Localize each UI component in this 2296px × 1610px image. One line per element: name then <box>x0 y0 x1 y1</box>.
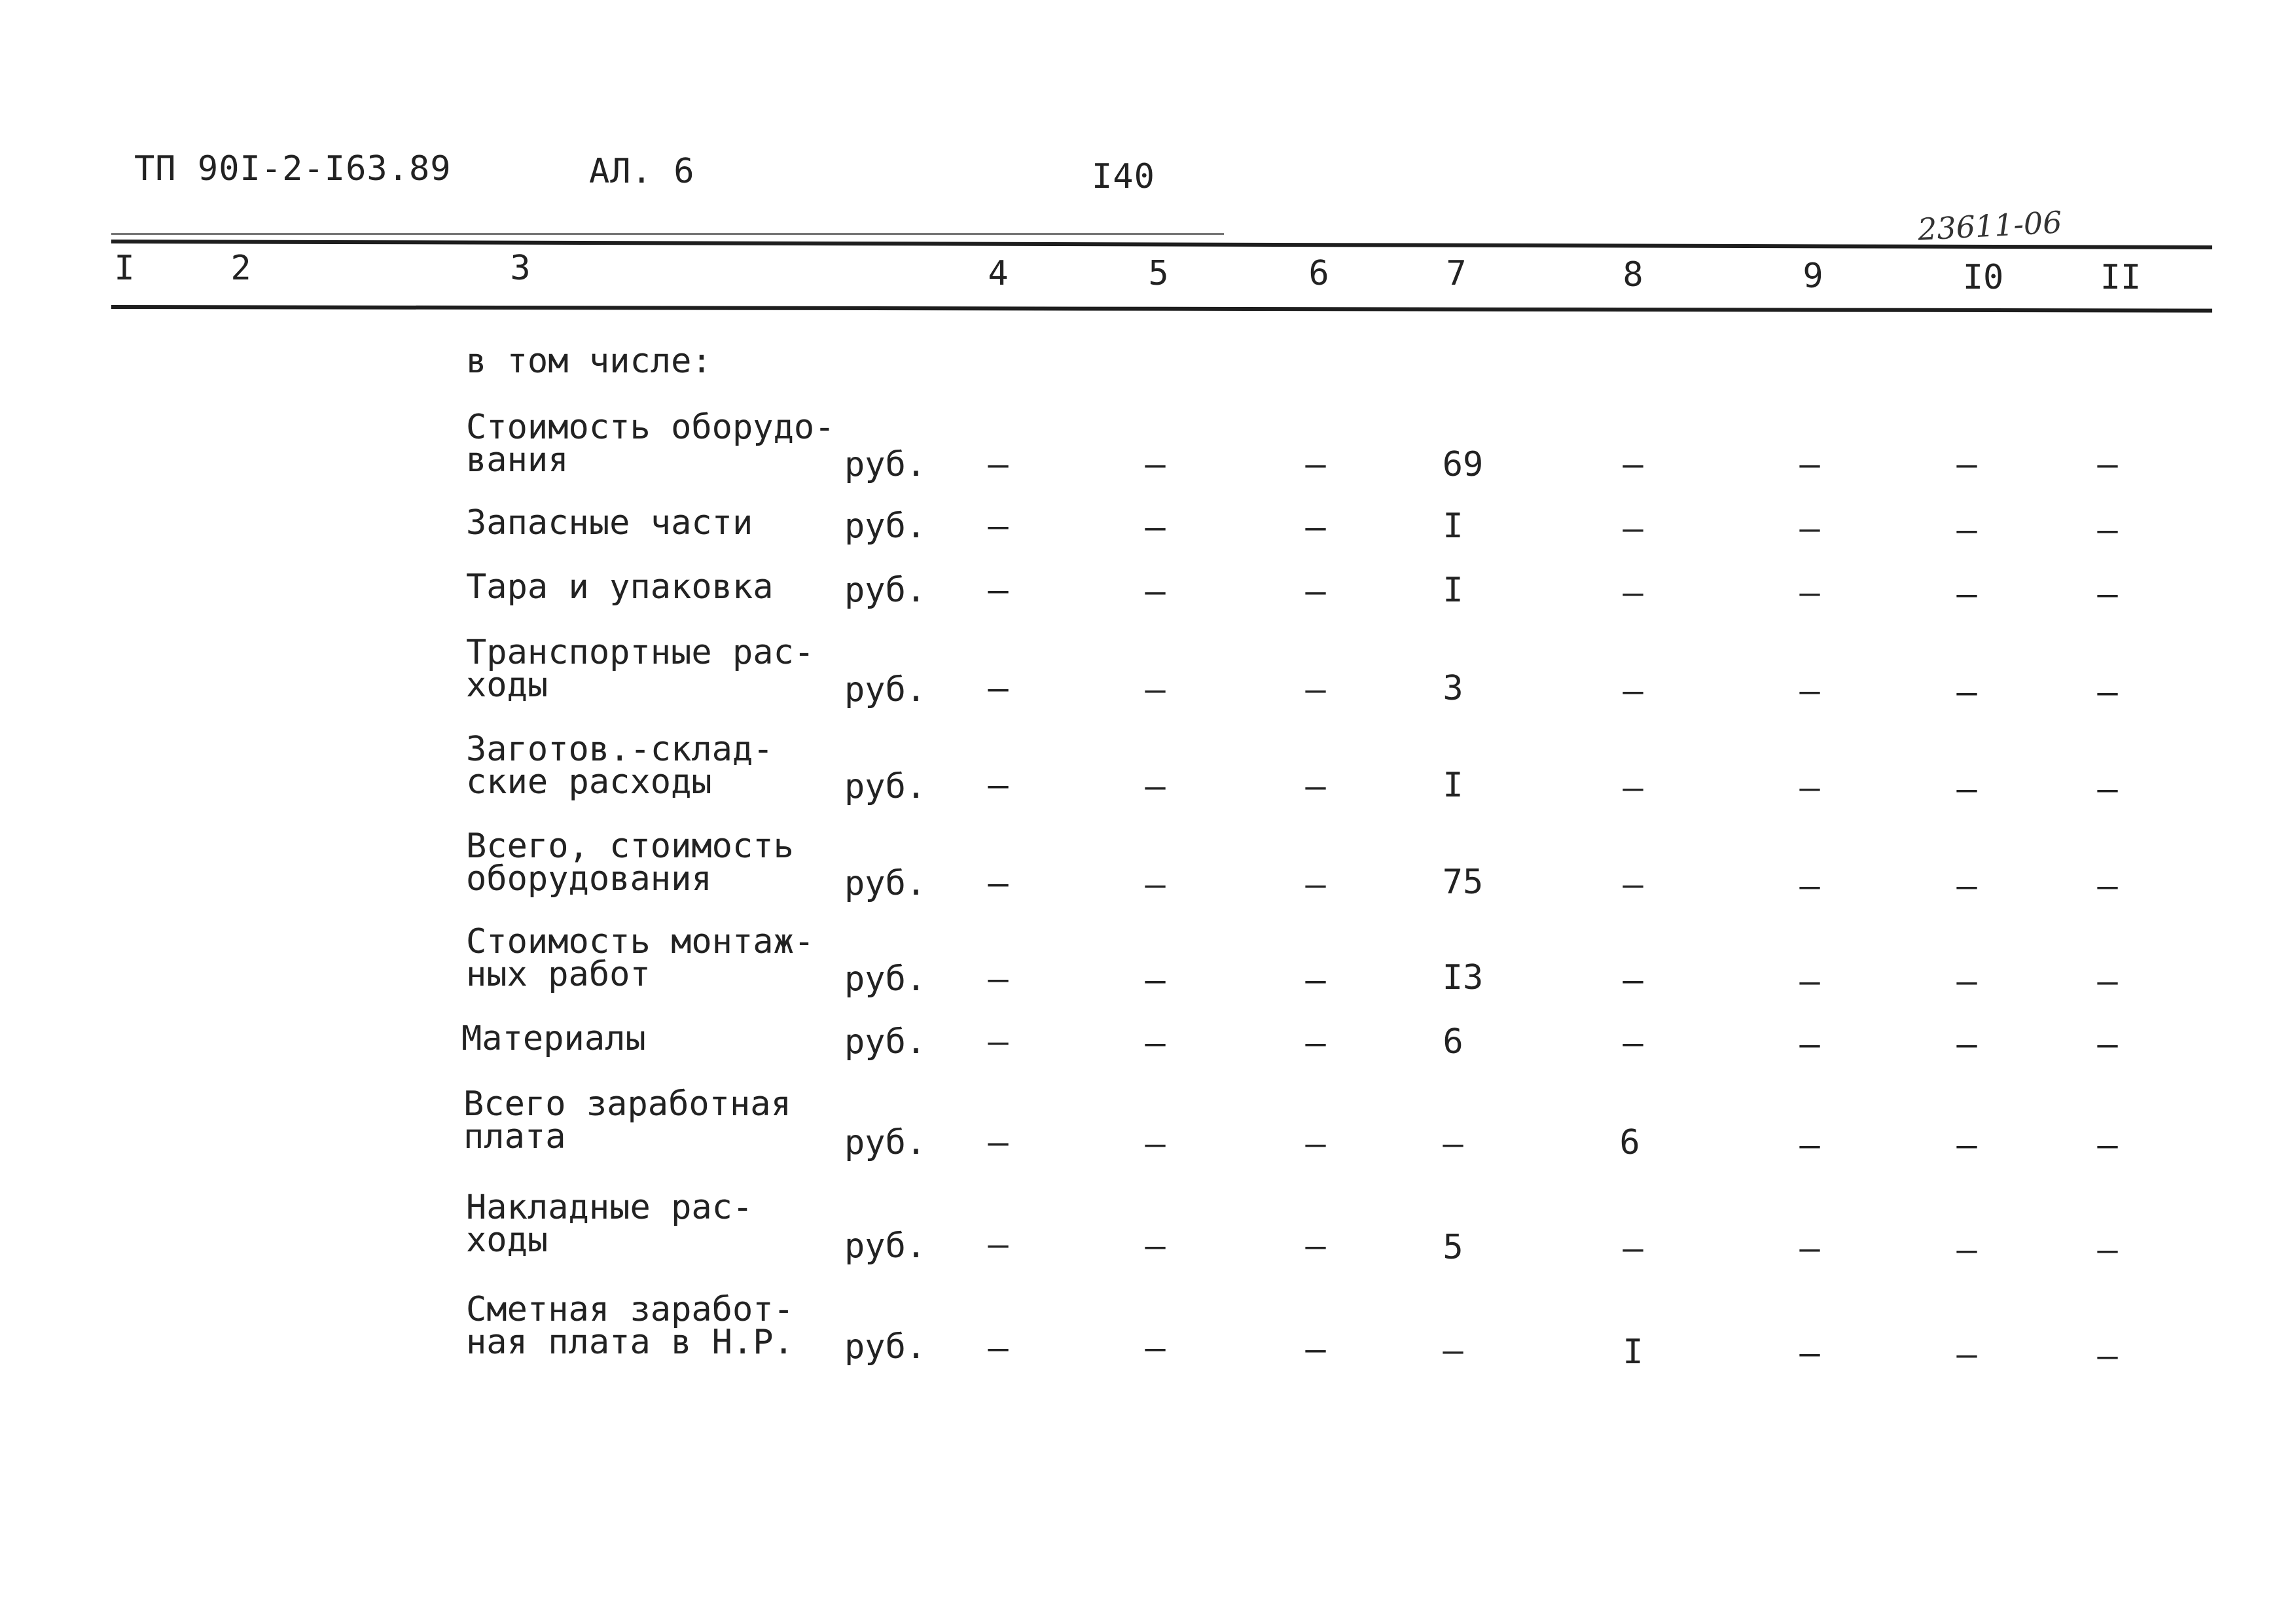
row-label: Сметная заработ- ная плата в Н.Р. <box>466 1290 794 1362</box>
row-label: Накладные рас- ходы <box>466 1188 753 1260</box>
cell-col5: – <box>1145 670 1166 709</box>
cell-col11: – <box>2097 575 2118 614</box>
cell-col11: – <box>2097 770 2118 809</box>
cell-col6: – <box>1305 865 1326 904</box>
cell-col4: – <box>988 507 1009 546</box>
cell-col8: – <box>1623 768 1643 808</box>
cell-col9: – <box>1799 1126 1820 1165</box>
cell-col4: – <box>988 1329 1009 1368</box>
cell-col6: – <box>1305 1124 1326 1164</box>
row-unit: руб. <box>844 959 927 999</box>
cell-col10: – <box>1956 867 1977 906</box>
cell-col7: 5 <box>1443 1228 1463 1267</box>
row-label: Материалы <box>461 1019 646 1058</box>
row-unit: руб. <box>844 1327 927 1367</box>
cell-col7: 75 <box>1442 863 1484 902</box>
document-code: ТП 90I-2-I63.89 <box>134 149 452 188</box>
cell-col10: – <box>1956 1025 1977 1064</box>
column-header-10: I0 <box>1962 258 2004 297</box>
cell-col10: – <box>1956 445 1977 484</box>
cell-col10: – <box>1956 962 1977 1001</box>
row-label: Запасные части <box>466 503 753 543</box>
cell-col9: – <box>1799 1025 1820 1064</box>
cell-col4: – <box>988 571 1009 610</box>
cell-col11: – <box>2097 1230 2118 1270</box>
cell-col11: – <box>2097 962 2118 1001</box>
row-label: Всего, стоимость оборудования <box>466 827 794 899</box>
column-header-4: 4 <box>988 254 1009 293</box>
cell-col9: – <box>1799 962 1820 1001</box>
cell-col4: – <box>988 445 1009 484</box>
cell-col7: 69 <box>1442 445 1484 484</box>
column-header-2: 2 <box>230 249 251 288</box>
row-label: Транспортные рас- ходы <box>466 633 815 705</box>
cell-col10: – <box>1956 1230 1977 1270</box>
cell-col5: – <box>1145 508 1166 547</box>
cell-col8: I <box>1623 1333 1643 1372</box>
cell-col4: – <box>988 864 1009 903</box>
cell-col5: – <box>1145 445 1166 484</box>
cell-col8: – <box>1623 1024 1643 1063</box>
cell-col6: – <box>1305 961 1326 1000</box>
cell-col10: – <box>1956 575 1977 614</box>
header-thin-rule <box>111 233 1224 235</box>
cell-col7: 6 <box>1443 1022 1463 1062</box>
row-unit: руб. <box>844 767 927 806</box>
handwritten-inventory-number: 23611-06 <box>1916 204 2063 247</box>
cell-col5: – <box>1145 961 1166 1000</box>
column-header-5: 5 <box>1148 254 1169 293</box>
cell-col6: – <box>1305 1024 1326 1063</box>
cell-col5: – <box>1145 767 1166 806</box>
cell-col7: I3 <box>1442 958 1484 997</box>
cell-col11: – <box>2097 445 2118 484</box>
column-header-3: 3 <box>510 249 531 288</box>
cell-col11: – <box>2097 1025 2118 1064</box>
cell-col11: – <box>2097 673 2118 712</box>
cell-col5: – <box>1145 1226 1166 1266</box>
cell-col6: – <box>1305 1226 1326 1266</box>
cell-col8: – <box>1623 509 1643 548</box>
cell-col7: I <box>1443 766 1463 805</box>
cell-col11: – <box>2097 1126 2118 1165</box>
cell-col8: 6 <box>1619 1123 1640 1162</box>
cell-col5: – <box>1145 572 1166 611</box>
cell-col9: – <box>1799 573 1820 613</box>
table-header-bottom-rule <box>111 305 2212 313</box>
row-unit: руб. <box>844 1022 927 1062</box>
cell-col7: – <box>1443 1331 1463 1370</box>
cell-col4: – <box>988 669 1009 708</box>
row-unit: руб. <box>844 507 927 546</box>
row-label: Заготов.-склад- ские расходы <box>466 730 774 802</box>
cell-col10: – <box>1956 1335 1977 1374</box>
cell-col6: – <box>1305 572 1326 611</box>
column-header-11: II <box>2100 258 2142 297</box>
row-unit: руб. <box>844 445 927 484</box>
cell-col7: I <box>1443 507 1463 546</box>
cell-col9: – <box>1799 1229 1820 1268</box>
column-header-8: 8 <box>1623 255 1643 295</box>
cell-col10: – <box>1956 770 1977 809</box>
row-unit: руб. <box>844 864 927 903</box>
row-label: Всего заработная плата <box>463 1084 791 1156</box>
cell-col4: – <box>988 1022 1009 1062</box>
row-unit: руб. <box>844 571 927 610</box>
cell-col9: – <box>1799 867 1820 906</box>
cell-col4: – <box>988 959 1009 999</box>
row-unit: руб. <box>844 670 927 709</box>
cell-col9: – <box>1799 1334 1820 1373</box>
column-header-7: 7 <box>1446 254 1467 293</box>
cell-col5: – <box>1145 1329 1166 1368</box>
cell-col10: – <box>1956 510 1977 550</box>
table-top-rule <box>111 240 2212 249</box>
row-label: Тара и упаковка <box>466 567 774 607</box>
cell-col6: – <box>1305 508 1326 547</box>
page-number: I40 <box>1092 157 1155 196</box>
row-label: Стоимость монтаж- ных работ <box>466 922 815 994</box>
cell-col11: – <box>2097 1336 2118 1376</box>
cell-col9: – <box>1799 509 1820 548</box>
cell-col7: – <box>1443 1124 1463 1164</box>
cell-col10: – <box>1956 1126 1977 1165</box>
cell-col6: – <box>1305 767 1326 806</box>
row-label: Стоимость оборудо- вания <box>466 408 835 480</box>
cell-col6: – <box>1305 670 1326 709</box>
cell-col8: – <box>1623 865 1643 904</box>
cell-col4: – <box>988 766 1009 805</box>
cell-col11: – <box>2097 510 2118 550</box>
cell-col4: – <box>988 1123 1009 1162</box>
row-unit: руб. <box>844 1123 927 1162</box>
cell-col10: – <box>1956 673 1977 712</box>
column-header-1: I <box>114 249 135 288</box>
cell-col8: – <box>1623 445 1643 484</box>
cell-col7: 3 <box>1443 669 1463 708</box>
section-subtitle: в том числе: <box>466 342 712 381</box>
cell-col4: – <box>988 1225 1009 1264</box>
column-header-6: 6 <box>1308 254 1329 293</box>
row-unit: руб. <box>844 1226 927 1266</box>
album-number: АЛ. 6 <box>589 152 695 191</box>
cell-col8: – <box>1623 671 1643 711</box>
column-header-9: 9 <box>1803 257 1823 296</box>
cell-col11: – <box>2097 867 2118 906</box>
cell-col9: – <box>1799 445 1820 484</box>
cell-col7: I <box>1443 571 1463 610</box>
cell-col8: – <box>1623 573 1643 613</box>
cell-col5: – <box>1145 1024 1166 1063</box>
cell-col5: – <box>1145 1124 1166 1164</box>
cell-col6: – <box>1305 1330 1326 1369</box>
cell-col8: – <box>1623 961 1643 1000</box>
cell-col9: – <box>1799 768 1820 808</box>
cell-col6: – <box>1305 445 1326 484</box>
cell-col5: – <box>1145 865 1166 904</box>
cell-col9: – <box>1799 671 1820 711</box>
cell-col8: – <box>1623 1229 1643 1268</box>
